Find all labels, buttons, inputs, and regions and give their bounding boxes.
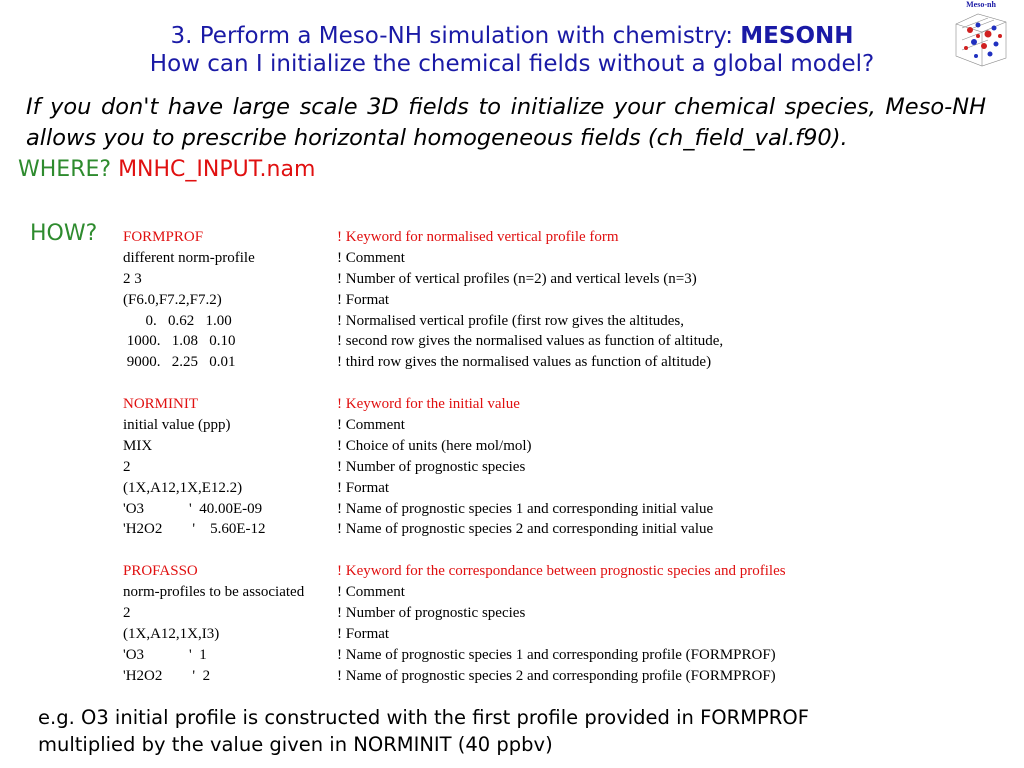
code-comment: ! Format xyxy=(337,625,390,642)
code-comment: ! third row gives the normalised values as function of altitude) xyxy=(337,354,712,371)
code-value: 9000. 2.25 0.01 xyxy=(123,354,236,371)
how-label: HOW? xyxy=(30,221,98,246)
code-value: (1X,A12,1X,E12.2) xyxy=(123,479,243,496)
code-comment: ! Format xyxy=(337,479,390,496)
code-comment: ! Number of prognostic species xyxy=(337,605,526,622)
code-value: 2 xyxy=(123,605,131,622)
code-value: 2 xyxy=(123,458,131,475)
code-comment: ! Comment xyxy=(337,584,405,601)
code-value: (1X,A12,1X,I3) xyxy=(123,625,220,642)
code-comment: ! Number of vertical profiles (n=2) and vertical levels (n=3) xyxy=(337,270,697,287)
code-value: 2 3 xyxy=(123,270,142,287)
code-value: 1000. 1.08 0.10 xyxy=(123,333,236,350)
where-label: WHERE? xyxy=(18,157,112,182)
code-comment: ! Name of prognostic species 2 and corresponding initial value xyxy=(337,521,714,538)
code-comment: ! Comment xyxy=(337,249,405,266)
code-value: FORMPROF xyxy=(123,229,204,245)
footer-line-2: multiplied by the value given in NORMINIT (40 ppbv) xyxy=(38,733,553,756)
code-value: 'O3 ' 40.00E-09 xyxy=(123,500,263,517)
code-comment: ! Format xyxy=(337,291,390,308)
namelist-filename: MNHC_INPUT.nam xyxy=(118,157,316,182)
code-comment: ! Keyword for the correspondance between prognostic species and profiles xyxy=(337,563,786,580)
code-value: initial value (ppp) xyxy=(123,417,231,434)
code-comment: ! Choice of units (here mol/mol) xyxy=(337,437,532,454)
code-value: norm-profiles to be associated xyxy=(123,584,305,601)
where-line xyxy=(18,156,315,184)
code-comment: ! Comment xyxy=(337,417,405,434)
code-value: PROFASSO xyxy=(123,563,198,580)
code-value: different norm-profile xyxy=(123,249,255,266)
slide-subtitle: How can I initialize the chemical fields without a global model? xyxy=(149,51,875,77)
code-value: 'H2O2 ' 5.60E-12 xyxy=(123,521,266,538)
slide-title-text: 3. Perform a Meso-NH simulation with chemistry: xyxy=(170,23,741,49)
footer-line-1: e.g. O3 initial profile is constructed with the first profile provided in FORMPROF xyxy=(38,706,809,729)
code-comment: ! Name of prognostic species 1 and corresponding profile (FORMPROF) xyxy=(337,646,776,663)
code-comment: ! Number of prognostic species xyxy=(337,458,526,475)
intro-paragraph: If you don't have large scale 3D fields to initialize your chemical species, Meso-NH allows you to prescribe horizontal homogeneous fields (ch_field_val.f90). xyxy=(26,94,986,151)
slide-title xyxy=(0,22,1024,50)
slide-title-bold: MESONH xyxy=(740,23,854,49)
logo-label: Meso-nh xyxy=(966,0,996,9)
mesonh-logo xyxy=(948,0,1014,70)
code-value: 'O3 ' 1 xyxy=(123,646,207,663)
code-comment: ! Name of prognostic species 2 and corresponding profile (FORMPROF) xyxy=(337,667,776,684)
code-value: MIX xyxy=(123,437,153,454)
code-comment: ! Normalised vertical profile (first row gives the altitudes, xyxy=(337,312,684,329)
code-comment: ! Keyword for normalised vertical profile form xyxy=(337,229,619,245)
code-value: NORMINIT xyxy=(123,396,198,413)
code-comment: ! second row gives the normalised values as function of altitude, xyxy=(337,333,724,350)
code-value: 'H2O2 ' 2 xyxy=(123,667,211,684)
code-value: (F6.0,F7.2,F7.2) xyxy=(123,291,222,308)
code-value: 0. 0.62 1.00 xyxy=(123,312,232,329)
code-comment: ! Name of prognostic species 1 and corresponding initial value xyxy=(337,500,714,517)
code-comment: ! Keyword for the initial value xyxy=(337,396,520,413)
footer-note xyxy=(38,704,809,758)
